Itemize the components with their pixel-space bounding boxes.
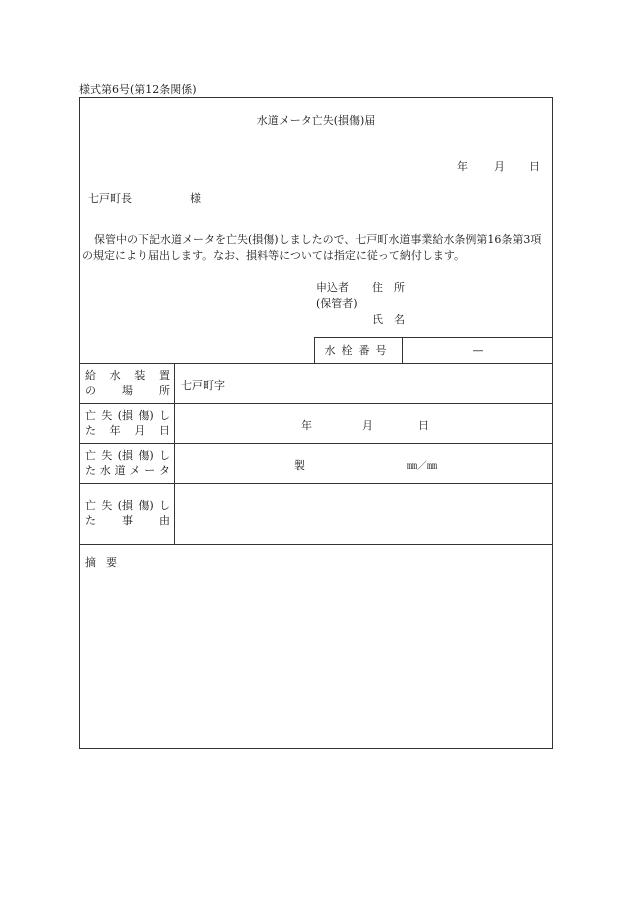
supply-location-prefix: 七戸町字 xyxy=(181,379,225,392)
label-line xyxy=(85,498,170,513)
label-char: 亡 xyxy=(85,449,96,462)
label-char: (損 xyxy=(117,499,133,512)
lost-meter-field[interactable] xyxy=(175,444,552,483)
label-char: た xyxy=(85,514,96,527)
row-label xyxy=(80,444,175,483)
meter-size-unit: ㎜／㎜ xyxy=(407,461,437,472)
loss-date-field[interactable] xyxy=(175,404,552,443)
label-char: 由 xyxy=(159,514,170,527)
label-char: 亡 xyxy=(85,499,96,512)
addressee-honorific: 様 xyxy=(190,192,201,205)
label-char: 道 xyxy=(114,464,126,477)
applicant-keeper-label: (保管者) xyxy=(316,297,358,310)
label-line xyxy=(85,448,170,463)
addressee-name: 七戸町長 xyxy=(88,192,132,205)
label-line xyxy=(85,513,170,528)
row-label xyxy=(80,484,175,544)
label-char: 所 xyxy=(159,384,170,397)
label-char: 給 xyxy=(85,369,96,382)
label-char: メ xyxy=(129,464,141,477)
suisen-row xyxy=(314,337,553,363)
label-char: 月 xyxy=(134,424,146,437)
label-char: し xyxy=(158,449,170,462)
date-month: 月 xyxy=(494,160,505,173)
loss-date-day: 日 xyxy=(418,419,429,432)
suisen-value[interactable]: — xyxy=(472,344,484,357)
loss-date-year: 年 xyxy=(301,419,312,432)
label-char: 場 xyxy=(122,384,133,397)
applicant-name-label: 氏 名 xyxy=(372,313,405,326)
date-year: 年 xyxy=(457,160,468,173)
label-line xyxy=(85,408,170,423)
row-lost-meter xyxy=(80,443,552,483)
label-char: 事 xyxy=(122,514,133,527)
label-line xyxy=(85,423,170,438)
label-line xyxy=(85,463,170,478)
row-label xyxy=(80,364,175,403)
label-char: 水 xyxy=(109,369,121,382)
applicant-address-label: 住 所 xyxy=(372,281,405,294)
loss-reason-field[interactable] xyxy=(175,484,552,544)
label-char: 傷) xyxy=(138,449,154,462)
label-char: 失 xyxy=(101,449,113,462)
label-line xyxy=(85,383,170,398)
label-char: タ xyxy=(158,464,170,477)
label-char: の xyxy=(85,384,96,397)
label-char: 傷) xyxy=(138,499,154,512)
summary-label: 摘要 xyxy=(85,556,127,569)
label-line xyxy=(85,368,170,383)
label-char: 傷) xyxy=(138,409,154,422)
form-number: 様式第6号(第12条関係) xyxy=(79,83,197,96)
label-char: た xyxy=(85,464,96,477)
label-char: し xyxy=(158,499,170,512)
label-char: 失 xyxy=(101,499,113,512)
form-box xyxy=(79,97,553,749)
body-text: 保管中の下記水道メータを亡失(損傷)しましたので、七戸町水道事業給水条例第16条第3項の規定により届出します。なお、損料等については指定に従って納付します。 xyxy=(82,233,542,262)
date-day: 日 xyxy=(529,160,540,173)
summary-area[interactable] xyxy=(80,544,552,748)
row-loss-reason xyxy=(80,483,552,544)
label-char: 失 xyxy=(101,409,113,422)
loss-date-month: 月 xyxy=(362,419,373,432)
supply-location-field[interactable] xyxy=(175,364,552,403)
label-char: (損 xyxy=(117,409,133,422)
label-char: ー xyxy=(144,464,156,477)
label-char: し xyxy=(158,409,170,422)
label-char: 日 xyxy=(158,424,170,437)
label-char: 置 xyxy=(158,369,170,382)
applicant-label: 申込者 xyxy=(316,281,349,294)
label-char: 年 xyxy=(109,424,121,437)
form-title: 水道メータ亡失(損傷)届 xyxy=(256,114,376,127)
row-loss-date xyxy=(80,403,552,443)
suisen-label: 水栓番号 xyxy=(315,338,403,363)
row-label xyxy=(80,404,175,443)
label-char: 水 xyxy=(99,464,111,477)
label-char: た xyxy=(85,424,96,437)
label-char: 亡 xyxy=(85,409,96,422)
meter-maker-suffix: 製 xyxy=(294,459,305,472)
label-char: 装 xyxy=(134,369,146,382)
row-supply-location xyxy=(80,363,552,403)
label-char: (損 xyxy=(117,449,133,462)
